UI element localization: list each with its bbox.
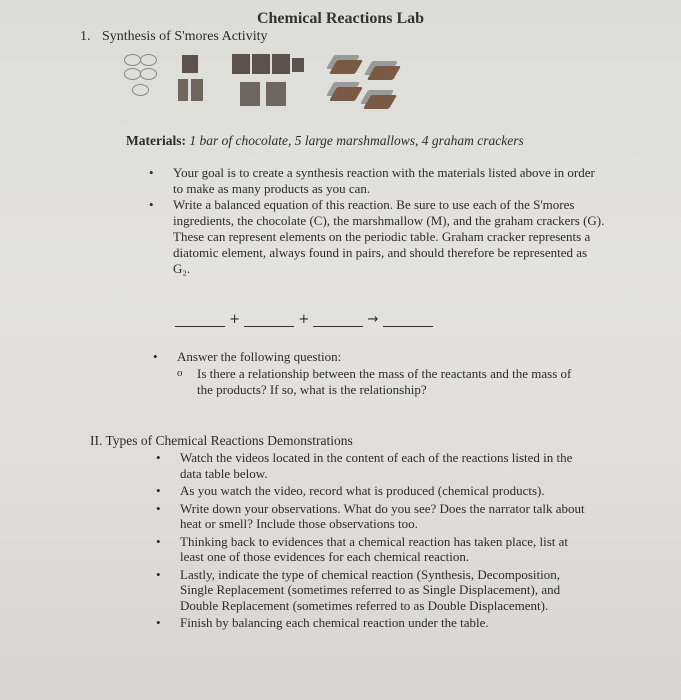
smores-illustration xyxy=(120,52,420,112)
graham-cracker-icon xyxy=(232,54,250,74)
reactant-blank-2[interactable] xyxy=(244,312,294,327)
marshmallow-icon xyxy=(132,84,149,96)
materials-line xyxy=(126,133,524,149)
section-2-heading: II. Types of Chemical Reactions Demonstrations xyxy=(90,433,353,448)
question-block xyxy=(149,349,579,398)
section-1-title: Synthesis of S'mores Activity xyxy=(102,29,268,44)
section-1-heading xyxy=(80,29,267,45)
list-item: • Your goal is to create a synthesis reaction with the materials listed above in order to make as many products as you can. xyxy=(145,165,605,197)
section-1-bullets xyxy=(145,165,605,277)
reactant-blank-1[interactable] xyxy=(175,312,225,327)
arrow-icon: → xyxy=(367,312,379,327)
list-item: • As you watch the video, record what is produced (chemical products). xyxy=(152,483,592,499)
list-item: • Thinking back to evidences that a chemical reaction has taken place, list at least one of those evidences for each chemical reaction. xyxy=(152,534,592,565)
marshmallow-icon xyxy=(124,54,141,66)
reactant-blank-3[interactable] xyxy=(313,312,363,327)
marshmallow-icon xyxy=(140,54,157,66)
question-bullet: • Answer the following question: xyxy=(149,349,579,365)
graham-cracker-icon xyxy=(272,54,290,74)
chocolate-icon xyxy=(178,79,188,101)
list-item: • Lastly, indicate the type of chemical reaction (Synthesis, Decomposition, Single Replacement (sometimes referred to as Single Displacement), and Double Replacement (sometimes referred to as Double Displacement). xyxy=(152,567,592,614)
list-item: • Finish by balancing each chemical reaction under the table. xyxy=(152,615,592,631)
list-item: • Watch the videos located in the content of each of the reactions listed in the data table below. xyxy=(152,450,592,481)
list-item: • Write down your observations. What do you see? Does the narrator talk about heat or smell? Include those observations too. xyxy=(152,501,592,532)
marshmallow-icon xyxy=(124,68,141,80)
graham-cracker-icon xyxy=(292,58,304,72)
page-title: Chemical Reactions Lab xyxy=(256,10,425,27)
list-item: • Write a balanced equation of this reaction. Be sure to use each of the S'mores ingredients, the chocolate (C), the marshmallow (M), and the graham crackers (G). These can represent elements on the periodic table. Graham cracker represents a diatomic element, always found in pairs, and should therefore be represented as G₂. xyxy=(145,197,605,277)
plus-sign: + xyxy=(229,312,241,327)
equation-blanks xyxy=(175,312,435,327)
materials-text: 1 bar of chocolate, 5 large marshmallows, 4 graham crackers xyxy=(189,133,524,148)
section-2-bullets xyxy=(152,450,592,633)
product-blank[interactable] xyxy=(383,312,433,327)
graham-cracker-icon xyxy=(252,54,270,74)
materials-label: Materials: xyxy=(126,133,186,148)
marshmallow-icon xyxy=(140,68,157,80)
chocolate-icon xyxy=(191,79,203,101)
graham-cracker-icon xyxy=(266,82,286,106)
chocolate-icon xyxy=(182,55,198,73)
graham-cracker-icon xyxy=(240,82,260,106)
section-1-number: 1. xyxy=(80,29,91,44)
question-text: o Is there a relationship between the mass of the reactants and the mass of the products? If so, what is the relationship? xyxy=(149,366,579,398)
plus-sign: + xyxy=(298,312,310,327)
